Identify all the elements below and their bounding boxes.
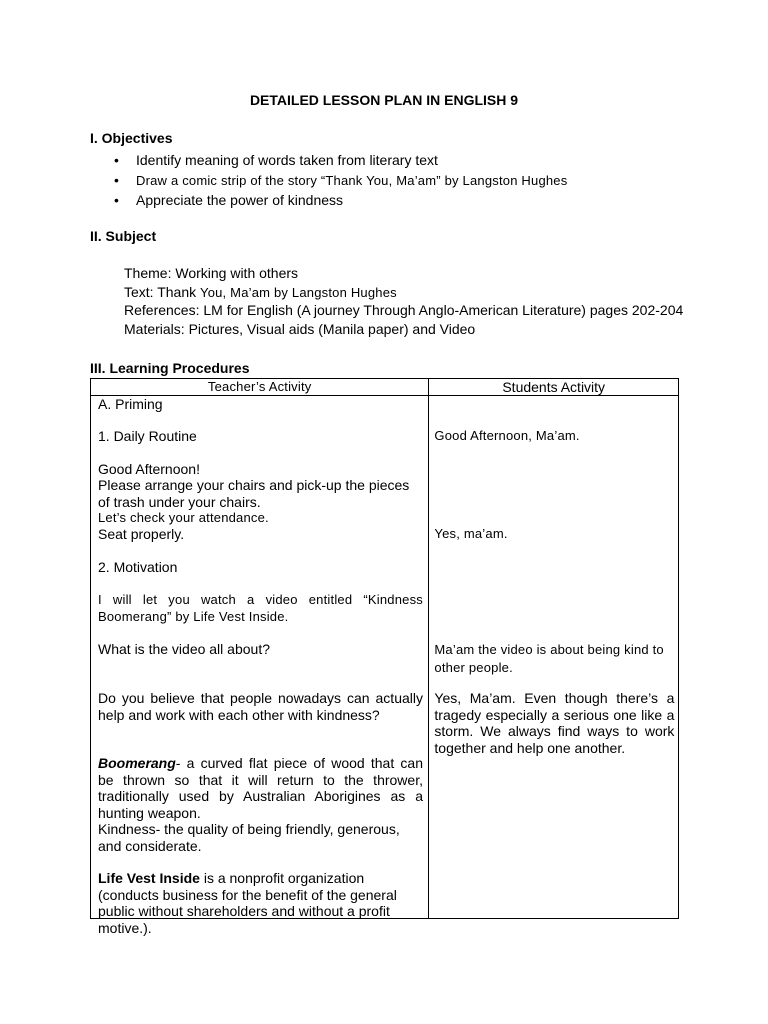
procedures-heading: III. Learning Procedures (90, 360, 250, 376)
subject-block (124, 264, 683, 338)
bullet-icon: • (114, 152, 119, 168)
bullet-icon: • (114, 192, 119, 208)
students-activity-cell (429, 396, 679, 919)
daily-routine-label: 1. Daily Routine (98, 428, 197, 444)
objective-item (110, 170, 567, 190)
teacher-activity-cell (91, 396, 429, 936)
objective-item (110, 190, 567, 210)
objective-text: Appreciate the power of kindness (136, 192, 344, 208)
question-video-about: What is the video all about? (98, 641, 270, 657)
students-answer-kindness: Yes, Ma’am. Even though there’s a tragedy especially a serious one like a storm. We always find ways to work together and help one another. (434, 690, 675, 756)
table-header-row (91, 379, 679, 396)
students-column-header: Students Activity (429, 379, 679, 396)
teacher-greeting: Good Afternoon! (98, 461, 200, 477)
life-vest-inside-term: Life Vest Inside (98, 870, 200, 886)
objective-text: Draw a comic strip of the story “Thank You, Ma’am” by Langston Hughes (136, 173, 568, 188)
subject-theme: Theme: Working with others (124, 265, 299, 281)
attendance-text: Let’s check your attendance. (98, 510, 269, 525)
priming-label: A. Priming (98, 396, 163, 412)
subject-references: References: LM for English (A journey Through Anglo-American Literature) pages 202-204 (124, 302, 684, 318)
boomerang-definition: Boomerang- a curved flat piece of wood that can be thrown so that it will return to the thrower, traditionally used by Australian Aborigines as a hunting weapon. (98, 755, 423, 821)
students-yes: Yes, ma’am. (434, 526, 508, 541)
objectives-heading: I. Objectives (90, 130, 173, 146)
subject-text: Text: Thank You, Ma’am by Langston Hughes (124, 283, 397, 300)
motivation-label: 2. Motivation (98, 559, 178, 575)
seat-properly-text: Seat properly. (98, 526, 185, 542)
table-row (91, 396, 679, 919)
question-kindness: Do you believe that people nowadays can actually help and work with each other with kindness? (98, 690, 423, 723)
arrange-chairs-text: Please arrange your chairs and pick-up the pieces of trash under your chairs. (98, 477, 410, 510)
procedures-table (90, 378, 679, 936)
life-vest-inside-definition: Life Vest Inside is a nonprofit organization (conducts business for the benefit of the general public without shareholders and without a profit motive.). (98, 870, 397, 936)
boomerang-term: Boomerang (98, 755, 176, 771)
students-greeting: Good Afternoon, Ma’am. (434, 428, 580, 443)
bullet-icon: • (114, 172, 119, 188)
video-intro-text: I will let you watch a video entitled “Kindness Boomerang” by Life Vest Inside. (98, 592, 423, 624)
subject-heading: II. Subject (90, 228, 157, 244)
objective-text: Identify meaning of words taken from literary text (136, 152, 438, 168)
objective-item (110, 150, 567, 170)
subject-materials: Materials: Pictures, Visual aids (Manila paper) and Video (124, 320, 476, 337)
students-answer-video: Ma’am the video is about being kind to other people. (434, 642, 664, 675)
objectives-list (110, 150, 567, 210)
kindness-definition: Kindness- the quality of being friendly, generous, and considerate. (98, 821, 400, 854)
document-title: DETAILED LESSON PLAN IN ENGLISH 9 (249, 92, 519, 108)
teacher-column-header: Teacher’s Activity (91, 379, 429, 396)
